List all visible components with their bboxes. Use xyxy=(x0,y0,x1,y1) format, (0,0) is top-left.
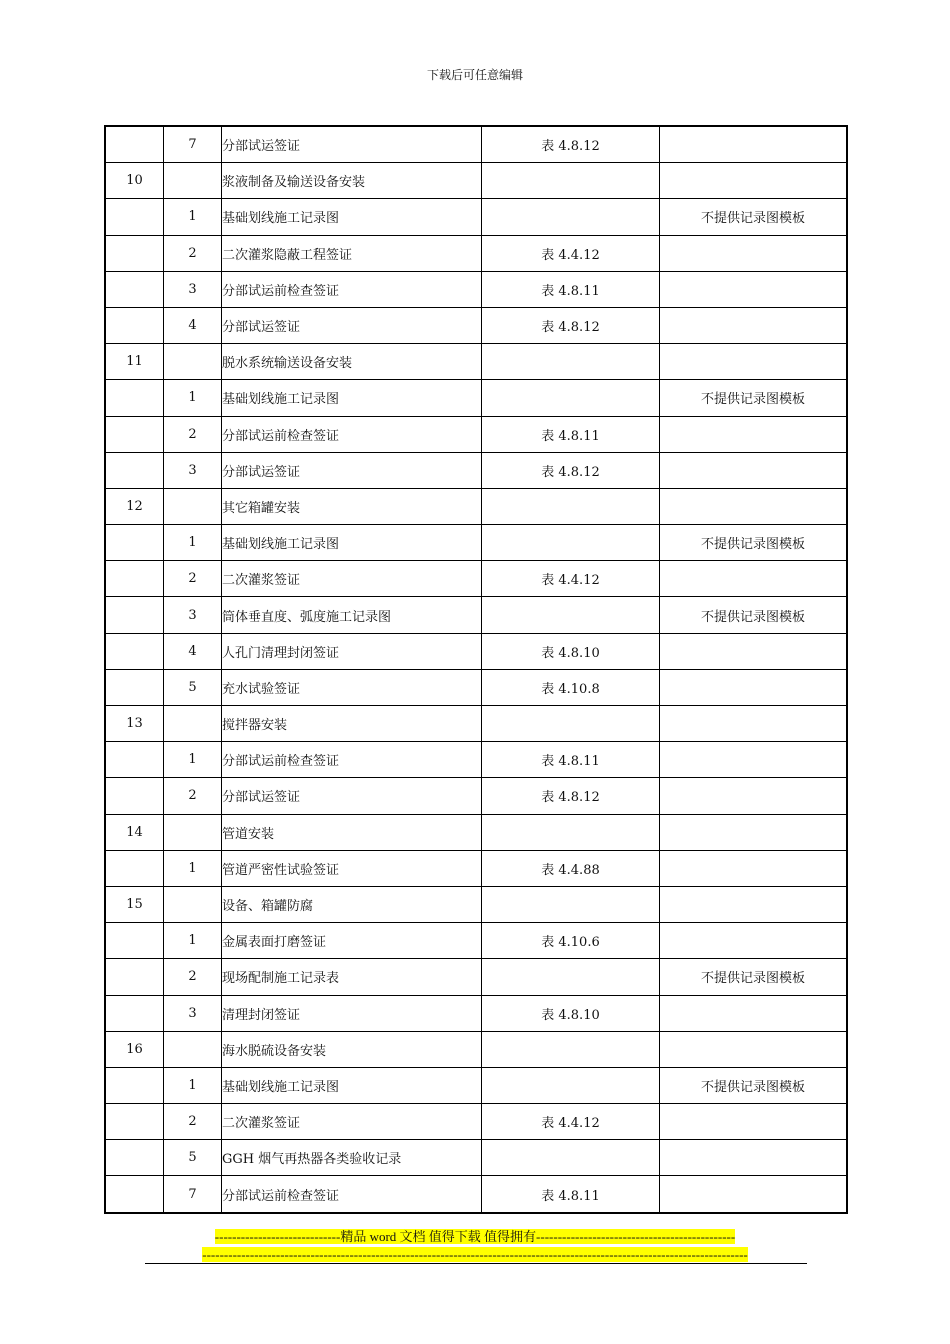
table-row xyxy=(105,778,847,814)
table-row xyxy=(105,452,847,488)
sub-number-cell xyxy=(164,488,222,524)
table-row xyxy=(105,1176,847,1213)
sub-number-cell xyxy=(164,344,222,380)
table-row xyxy=(105,416,847,452)
item-name-cell: 分部试运前检查签证 xyxy=(222,742,482,778)
form-number-cell: 表 4.4.12 xyxy=(482,561,660,597)
table-row xyxy=(105,380,847,416)
item-number-cell xyxy=(105,235,164,271)
item-name-cell: 现场配制施工记录表 xyxy=(222,959,482,995)
table-row xyxy=(105,633,847,669)
item-name-cell: 基础划线施工记录图 xyxy=(222,525,482,561)
form-number-cell: 表 4.8.12 xyxy=(482,778,660,814)
item-name-cell: 二次灌浆签证 xyxy=(222,561,482,597)
sub-number-cell: 2 xyxy=(164,561,222,597)
item-note-cell xyxy=(660,235,848,271)
table-row xyxy=(105,995,847,1031)
item-note-cell xyxy=(660,706,848,742)
table-row xyxy=(105,235,847,271)
form-number-cell: 表 4.8.10 xyxy=(482,633,660,669)
item-note-cell xyxy=(660,271,848,307)
footer-banner xyxy=(0,1228,950,1264)
footer-line-1: -----------------------------精品 word 文档 值得下载 值得拥有---------------------------------------------- xyxy=(214,1229,736,1244)
item-number-cell xyxy=(105,597,164,633)
item-name-cell: 搅拌器安装 xyxy=(222,706,482,742)
sub-number-cell: 1 xyxy=(164,1067,222,1103)
table-row xyxy=(105,307,847,343)
item-note-cell xyxy=(660,488,848,524)
sub-number-cell: 2 xyxy=(164,959,222,995)
item-note-cell: 不提供记录图模板 xyxy=(660,380,848,416)
item-name-cell: 基础划线施工记录图 xyxy=(222,199,482,235)
sub-number-cell: 1 xyxy=(164,199,222,235)
footer-line-2: ------------------------------------------------------------------------------------------------------------------------------ xyxy=(202,1247,748,1262)
item-note-cell xyxy=(660,307,848,343)
item-number-cell xyxy=(105,271,164,307)
form-number-cell xyxy=(482,344,660,380)
item-name-cell: 浆液制备及输送设备安装 xyxy=(222,163,482,199)
item-note-cell xyxy=(660,633,848,669)
item-name-cell: 二次灌浆签证 xyxy=(222,1104,482,1140)
item-note-cell xyxy=(660,814,848,850)
item-name-cell: 分部试运签证 xyxy=(222,126,482,163)
item-note-cell xyxy=(660,561,848,597)
item-number-cell: 16 xyxy=(105,1031,164,1067)
item-number-cell xyxy=(105,778,164,814)
form-number-cell xyxy=(482,1067,660,1103)
item-note-cell xyxy=(660,778,848,814)
table-row xyxy=(105,1031,847,1067)
item-note-cell xyxy=(660,163,848,199)
table-row xyxy=(105,1067,847,1103)
sub-number-cell: 1 xyxy=(164,742,222,778)
item-name-cell: 设备、箱罐防腐 xyxy=(222,886,482,922)
item-note-cell xyxy=(660,126,848,163)
item-number-cell xyxy=(105,633,164,669)
item-note-cell xyxy=(660,416,848,452)
form-number-cell: 表 4.8.11 xyxy=(482,742,660,778)
table-row xyxy=(105,706,847,742)
sub-number-cell: 5 xyxy=(164,669,222,705)
item-number-cell: 14 xyxy=(105,814,164,850)
item-name-cell: 基础划线施工记录图 xyxy=(222,1067,482,1103)
item-note-cell xyxy=(660,923,848,959)
form-number-cell xyxy=(482,597,660,633)
sub-number-cell xyxy=(164,706,222,742)
item-name-cell: 筒体垂直度、弧度施工记录图 xyxy=(222,597,482,633)
item-name-cell: 清理封闭签证 xyxy=(222,995,482,1031)
table-row xyxy=(105,742,847,778)
item-name-cell: 充水试验签证 xyxy=(222,669,482,705)
table-row xyxy=(105,850,847,886)
table-row xyxy=(105,126,847,163)
sub-number-cell: 7 xyxy=(164,126,222,163)
item-number-cell xyxy=(105,199,164,235)
item-number-cell xyxy=(105,995,164,1031)
sub-number-cell: 3 xyxy=(164,597,222,633)
item-number-cell xyxy=(105,742,164,778)
item-number-cell xyxy=(105,380,164,416)
item-number-cell xyxy=(105,126,164,163)
sub-number-cell xyxy=(164,886,222,922)
table-row xyxy=(105,561,847,597)
item-number-cell: 12 xyxy=(105,488,164,524)
table-body xyxy=(105,126,847,1213)
item-number-cell xyxy=(105,561,164,597)
item-note-cell: 不提供记录图模板 xyxy=(660,1067,848,1103)
item-number-cell xyxy=(105,959,164,995)
item-name-cell: 基础划线施工记录图 xyxy=(222,380,482,416)
item-name-cell: 分部试运前检查签证 xyxy=(222,416,482,452)
item-number-cell xyxy=(105,923,164,959)
item-name-cell: 海水脱硫设备安装 xyxy=(222,1031,482,1067)
sub-number-cell: 4 xyxy=(164,633,222,669)
item-number-cell xyxy=(105,1104,164,1140)
page-header: 下载后可任意编辑 xyxy=(426,68,523,82)
item-note-cell: 不提供记录图模板 xyxy=(660,525,848,561)
sub-number-cell: 1 xyxy=(164,923,222,959)
form-number-cell: 表 4.8.12 xyxy=(482,452,660,488)
sub-number-cell: 2 xyxy=(164,416,222,452)
item-note-cell: 不提供记录图模板 xyxy=(660,597,848,633)
table-row xyxy=(105,814,847,850)
item-note-cell xyxy=(660,452,848,488)
table-row xyxy=(105,271,847,307)
item-note-cell xyxy=(660,850,848,886)
sub-number-cell: 3 xyxy=(164,995,222,1031)
item-number-cell xyxy=(105,1176,164,1213)
item-note-cell xyxy=(660,669,848,705)
item-number-cell xyxy=(105,850,164,886)
item-name-cell: 分部试运签证 xyxy=(222,452,482,488)
item-number-cell xyxy=(105,525,164,561)
item-number-cell xyxy=(105,452,164,488)
form-number-cell: 表 4.10.8 xyxy=(482,669,660,705)
table-row xyxy=(105,488,847,524)
sub-number-cell: 2 xyxy=(164,778,222,814)
item-number-cell: 13 xyxy=(105,706,164,742)
sub-number-cell: 5 xyxy=(164,1140,222,1176)
item-note-cell xyxy=(660,742,848,778)
form-number-cell: 表 4.8.10 xyxy=(482,995,660,1031)
item-note-cell xyxy=(660,1104,848,1140)
footer-divider xyxy=(145,1263,807,1264)
sub-number-cell xyxy=(164,163,222,199)
form-number-cell xyxy=(482,886,660,922)
table-row xyxy=(105,199,847,235)
item-note-cell: 不提供记录图模板 xyxy=(660,959,848,995)
sub-number-cell: 7 xyxy=(164,1176,222,1213)
item-name-cell: 脱水系统输送设备安装 xyxy=(222,344,482,380)
form-number-cell: 表 4.4.12 xyxy=(482,1104,660,1140)
form-number-cell xyxy=(482,380,660,416)
table-row xyxy=(105,1104,847,1140)
sub-number-cell xyxy=(164,1031,222,1067)
sub-number-cell: 1 xyxy=(164,525,222,561)
form-number-cell xyxy=(482,525,660,561)
sub-number-cell: 1 xyxy=(164,850,222,886)
form-number-cell xyxy=(482,1031,660,1067)
sub-number-cell: 4 xyxy=(164,307,222,343)
item-name-cell: 人孔门清理封闭签证 xyxy=(222,633,482,669)
item-number-cell xyxy=(105,307,164,343)
item-number-cell xyxy=(105,669,164,705)
item-name-cell: 分部试运前检查签证 xyxy=(222,271,482,307)
item-note-cell xyxy=(660,1031,848,1067)
table-row xyxy=(105,163,847,199)
item-note-cell xyxy=(660,886,848,922)
table-row xyxy=(105,1140,847,1176)
form-number-cell: 表 4.8.11 xyxy=(482,1176,660,1213)
item-number-cell: 10 xyxy=(105,163,164,199)
sub-number-cell: 2 xyxy=(164,1104,222,1140)
form-number-cell: 表 4.4.88 xyxy=(482,850,660,886)
item-note-cell xyxy=(660,1176,848,1213)
table-row xyxy=(105,597,847,633)
item-name-cell: 分部试运签证 xyxy=(222,307,482,343)
table-row xyxy=(105,525,847,561)
item-number-cell xyxy=(105,1067,164,1103)
form-number-cell xyxy=(482,959,660,995)
sub-number-cell xyxy=(164,814,222,850)
sub-number-cell: 3 xyxy=(164,271,222,307)
item-note-cell xyxy=(660,1140,848,1176)
form-number-cell: 表 4.8.11 xyxy=(482,416,660,452)
table-row xyxy=(105,344,847,380)
table-row xyxy=(105,959,847,995)
sub-number-cell: 2 xyxy=(164,235,222,271)
form-number-cell: 表 4.4.12 xyxy=(482,235,660,271)
item-note-cell xyxy=(660,995,848,1031)
sub-number-cell: 3 xyxy=(164,452,222,488)
item-name-cell: 二次灌浆隐蔽工程签证 xyxy=(222,235,482,271)
item-number-cell xyxy=(105,416,164,452)
item-name-cell: 分部试运前检查签证 xyxy=(222,1176,482,1213)
table-row xyxy=(105,923,847,959)
form-number-cell xyxy=(482,199,660,235)
item-name-cell: 金属表面打磨签证 xyxy=(222,923,482,959)
item-number-cell xyxy=(105,1140,164,1176)
record-table xyxy=(104,125,848,1214)
form-number-cell xyxy=(482,163,660,199)
form-number-cell: 表 4.8.12 xyxy=(482,307,660,343)
form-number-cell xyxy=(482,706,660,742)
table-row xyxy=(105,669,847,705)
form-number-cell: 表 4.10.6 xyxy=(482,923,660,959)
table-row xyxy=(105,886,847,922)
form-number-cell xyxy=(482,814,660,850)
item-note-cell: 不提供记录图模板 xyxy=(660,199,848,235)
item-name-cell: GGH 烟气再热器各类验收记录 xyxy=(222,1140,482,1176)
form-number-cell: 表 4.8.11 xyxy=(482,271,660,307)
form-number-cell xyxy=(482,488,660,524)
sub-number-cell: 1 xyxy=(164,380,222,416)
item-note-cell xyxy=(660,344,848,380)
item-name-cell: 管道安装 xyxy=(222,814,482,850)
item-name-cell: 其它箱罐安装 xyxy=(222,488,482,524)
item-name-cell: 管道严密性试验签证 xyxy=(222,850,482,886)
item-number-cell: 15 xyxy=(105,886,164,922)
item-number-cell: 11 xyxy=(105,344,164,380)
form-number-cell: 表 4.8.12 xyxy=(482,126,660,163)
form-number-cell xyxy=(482,1140,660,1176)
item-name-cell: 分部试运签证 xyxy=(222,778,482,814)
